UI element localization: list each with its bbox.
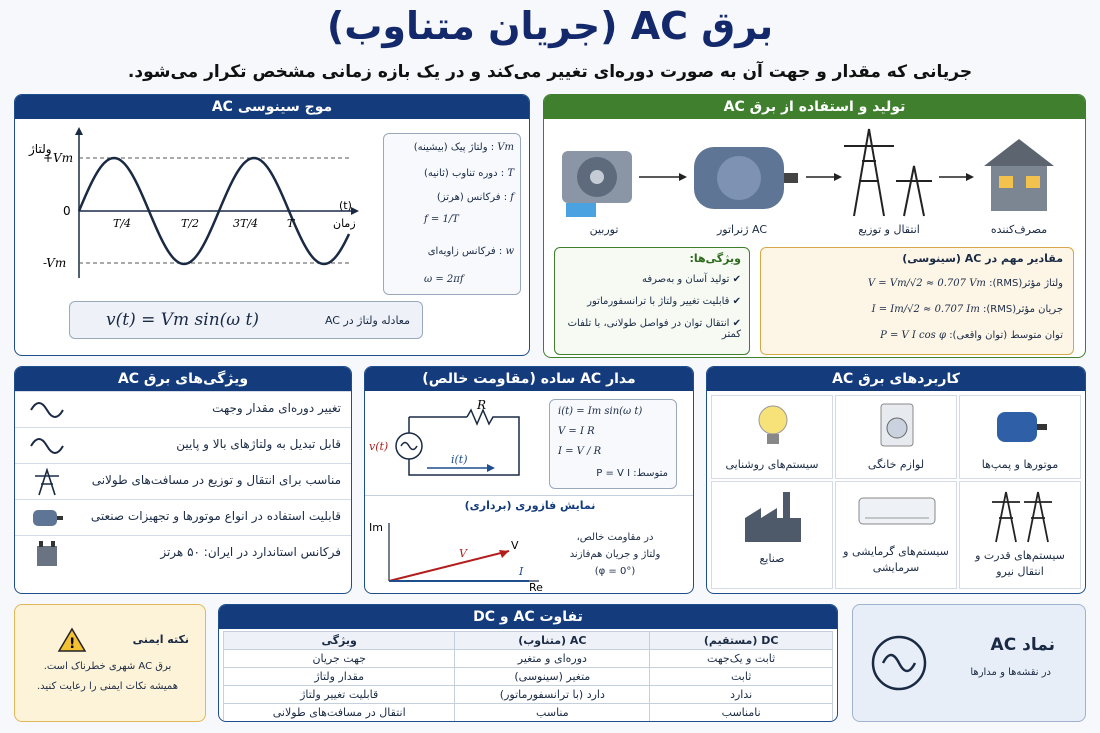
transmission-tower-icon [844,129,932,216]
tower-icon [29,468,65,496]
y-zero-label: 0 [63,204,71,218]
motor-icon [29,504,65,532]
svg-text:!: ! [69,636,76,652]
tick-label: 3T/4 [233,217,259,230]
resistor [467,410,497,424]
production-heading: تولید و استفاده از برق AC [544,95,1085,119]
stage-consumer: مصرف‌کننده [990,223,1048,236]
r-label: R [477,398,487,412]
feature-item: ✔ انتقال توان در فواصل طولانی، با تلفات کمتر [567,318,741,340]
washing-machine-icon [877,402,917,450]
value-row-voltage: ولتاژ مؤثر(RMS): V = Vm/√2 ≈ 0.707 Vm [867,278,1063,289]
value-row-current: جریان مؤثر(RMS): I = Im/√2 ≈ 0.707 Im [871,304,1063,315]
stage-turbine: توربین [589,223,619,236]
def-f-formula: f = 1/T [424,214,459,225]
warning-icon [57,627,87,653]
ac-features-heading: ویژگی‌های برق AC [15,367,351,391]
safety-line: برق AC شهری خطرناک است. [43,661,172,672]
circuit-eq: متوسط: P = V I [596,468,668,479]
def-vm: Vm : ولتاژ پیک (بیشینه) [413,142,514,153]
sine-wave-graph [21,123,371,283]
features-box-heading: ویژگی‌ها: [689,252,741,265]
phasor-i-label: I [519,565,524,578]
important-values-box [760,247,1074,355]
circuit-equations-box [549,399,677,489]
col-ac: AC (متناوب) [455,632,650,650]
voltage-equation-label: معادله ولتاژ در AC [324,314,410,327]
phasor-heading: نمایش فازوری (برداری) [464,499,596,512]
app-hvac: سیستم‌های گرمایشی و سرمایشی [835,481,957,589]
phasor-im-label: Im [369,521,383,534]
y-pos-label: +Vm [43,151,74,165]
value-row-power: توان متوسط (توان واقعی): P = V I cos φ [880,330,1063,341]
app-home-appliances: لوازم خانگی [835,395,957,479]
circuit-eq: i(t) = Im sin(ω t) [558,406,643,417]
safety-line: همیشه نکات ایمنی را رعایت کنید. [37,681,178,692]
stage-transmission: انتقال و توزیع [858,223,920,236]
def-t: T : دوره تناوب (ثانیه) [423,168,514,179]
voltage-equation-box [69,301,423,339]
page-subtitle: جریانی که مقدار و جهت آن به صورت دوره‌ای تغییر می‌کند و در یک بازه زمانی مشخص تکرار می‌شود. [127,62,973,82]
table-header-row [224,632,833,650]
feature-row: مناسب برای انتقال و توزیع در مسافت‌های طولانی [15,463,351,499]
factory-icon [743,488,803,544]
ac-features-panel [14,366,352,594]
applications-heading: کاربردهای برق AC [707,367,1085,391]
sine-definitions-box [383,133,521,295]
tick-label: T/4 [113,217,132,230]
sine-wave-panel [14,94,530,356]
tick-label: T [287,217,295,230]
values-heading: مقادیر مهم در AC (سینوسی) [902,252,1063,265]
sine-icon [29,396,65,424]
app-lighting: سیستم‌های روشنایی [711,395,833,479]
generator-icon [694,147,798,209]
production-panel [543,94,1086,358]
phasor-v2-label: V [511,539,519,552]
air-conditioner-icon [857,494,937,534]
comparison-table [223,631,833,722]
feature-row: قابل تبدیل به ولتاژهای بالا و پایین [15,427,351,463]
tick-label: T/2 [181,217,200,230]
symbol-sub: در نقشه‌ها و مدارها [970,667,1051,678]
page-title: برق AC (جریان متناوب) [326,4,774,48]
x-label-2: زمان [333,217,356,230]
lightbulb-icon [753,402,793,450]
feature-item: ✔ قابلیت تغییر ولتاژ با ترانسفورماتور [587,296,741,307]
phasor-re-label: Re [529,581,543,591]
feature-row: فرکانس استاندارد در ایران: ۵۰ هرتز [15,535,351,571]
table-row: مقدار ولتاژ متغیر (سینوسی) ثابت [224,668,833,686]
symbol-panel [852,604,1086,722]
col-feature: ویژگی [224,632,455,650]
safety-note-panel [14,604,206,722]
circuit-panel [364,366,694,594]
app-industry: صنایع [711,481,833,589]
ac-symbol-icon [869,633,929,693]
voltage-phasor [389,551,509,581]
circuit-eq: V = I R [558,426,595,437]
safety-heading: نکته ایمنی [132,633,189,646]
def-f: f : فرکانس (هرتز) [436,192,514,203]
symbol-heading: نماد AC [990,635,1055,655]
turbine-icon [562,151,632,217]
comparison-heading: تفاوت AC و DC [219,605,837,629]
circuit-heading: مدار AC ساده (مقاومت خالص) [365,367,693,391]
sine-wave-heading: موج سینوسی AC [15,95,529,119]
x-label: (t) [339,199,352,212]
y-label: ولتاژ [29,142,52,156]
comparison-panel [218,604,838,722]
app-motors: موتورها و پمپ‌ها [959,395,1081,479]
table-row: جهت جریان دوره‌ای و متغیر ثابت و یک‌جهت [224,650,833,668]
phasor-v-label: V [459,547,467,560]
def-omega-formula: ω = 2πf [424,274,464,285]
feature-row: تغییر دوره‌ای مقدار وجهت [15,391,351,427]
current-label: i(t) [451,453,468,466]
motor-icon [993,404,1049,452]
phasor-diagram [369,515,549,591]
applications-panel [706,366,1086,594]
stage-generator: ژنراتور AC [716,223,768,236]
table-row: انتقال در مسافت‌های طولانی مناسب نامناسب [224,704,833,722]
feature-item: ✔ تولید آسان و به‌صرفه [641,274,741,285]
circuit-diagram [367,395,547,491]
transformer-icon [29,540,65,568]
house-icon [984,139,1054,211]
col-dc: DC (مستقیم) [650,632,833,650]
sine-icon [29,432,65,460]
source-label: v(t) [369,440,389,453]
circuit-eq: I = V / R [558,446,602,457]
voltage-equation: v(t) = Vm sin(ω t) [106,310,260,330]
app-power-systems: سیستم‌های قدرت و انتقال نیرو [959,481,1081,589]
table-row: قابلیت تغییر ولتاژ دارد (با ترانسفورماتور) ندارد [224,686,833,704]
features-box [554,247,750,355]
feature-row: قابلیت استفاده در انواع موتورها و تجهیزات صنعتی [15,499,351,535]
phasor-text: در مقاومت خالص، ولتاژ و جریان هم‌فازند (φ = 0°) [569,532,661,577]
tower-icon [986,488,1056,544]
y-neg-label: -Vm [43,256,67,270]
def-w: w : فرکانس زاویه‌ای [427,246,514,257]
